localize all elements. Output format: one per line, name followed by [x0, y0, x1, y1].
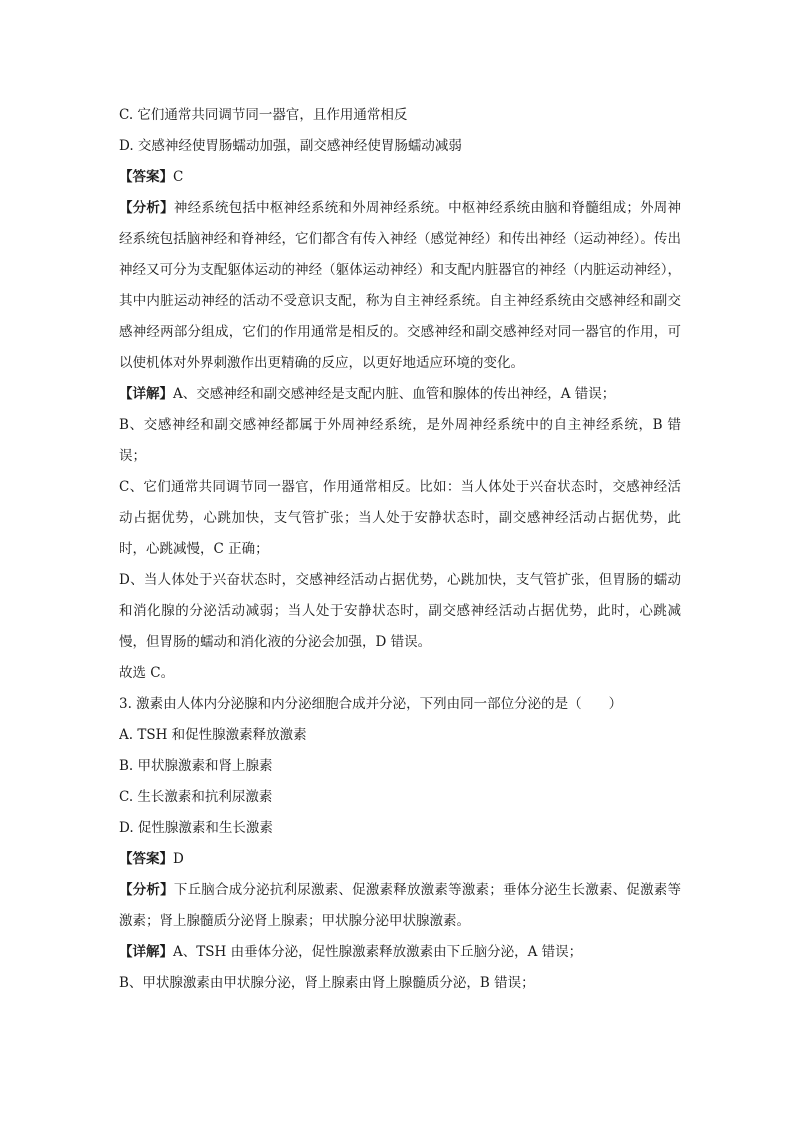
q2-conclusion: 故选 C。 — [119, 665, 175, 681]
analysis-tag: 【分析】 — [119, 882, 174, 898]
answer-tag: 【答案】 — [119, 851, 173, 867]
q3-stem: 3. 激素由人体内分泌腺和内分泌细胞合成并分泌，下列由同一部位分泌的是（ ） — [119, 696, 623, 712]
detail-tag: 【详解】 — [119, 386, 173, 402]
q3-detail-b: B、甲状腺激素由甲状腺分泌，肾上腺素由肾上腺髓质分泌，B 错误； — [119, 975, 535, 991]
q2-detail-d: D、当人体处于兴奋状态时，交感神经活动占据优势，心跳加快，支气管扩张，但胃肠的蠕动和消化腺的分泌活动减弱；当人处于安静状态时，副交感神经活动占据优势，此时，心跳减慢，但胃肠的蠕动和消化液的分泌会加强，D 错误。 — [119, 572, 681, 650]
q2-detail-a — [119, 379, 681, 410]
answer-value: D — [173, 851, 184, 867]
q2-answer — [119, 162, 681, 193]
answer-value: C — [173, 169, 184, 185]
analysis-tag: 【分析】 — [119, 200, 174, 216]
q3-analysis — [119, 875, 681, 937]
q3-option-d: D. 促性腺激素和生长激素 — [119, 820, 273, 836]
q2-detail-b: B、交感神经和副交感神经都属于外周神经系统，是外周神经系统中的自主神经系统，B 错误； — [119, 417, 681, 464]
answer-tag: 【答案】 — [119, 169, 173, 185]
q2-option-d: D. 交感神经使胃肠蠕动加强，副交感神经使胃肠蠕动减弱 — [119, 138, 462, 154]
q3-option-c: C. 生长激素和抗利尿激素 — [119, 789, 273, 805]
detail-tag: 【详解】 — [119, 944, 173, 960]
q3-answer — [119, 844, 681, 875]
detail-a-text: A、TSH 由垂体分泌，促性腺激素释放激素由下丘脑分泌，A 错误； — [173, 944, 583, 960]
q3-option-a: A. TSH 和促性腺激素释放激素 — [119, 727, 307, 743]
q2-option-c: C. 它们通常共同调节同一器官，且作用通常相反 — [119, 107, 408, 123]
q2-detail-c: C、它们通常共同调节同一器官，作用通常相反。比如：当人体处于兴奋状态时，交感神经活动占据优势，心跳加快，支气管扩张；当人处于安静状态时，副交感神经活动占据优势，此时，心跳减慢，C 正确； — [119, 479, 681, 557]
q3-detail-a — [119, 937, 681, 968]
analysis-text: 下丘脑合成分泌抗利尿激素、促激素释放激素等激素；垂体分泌生长激素、促激素等激素；肾上腺髓质分泌肾上腺素；甲状腺分泌甲状腺激素。 — [119, 882, 682, 929]
analysis-text: 神经系统包括中枢神经系统和外周神经系统。中枢神经系统由脑和脊髓组成；外周神经系统包括脑神经和脊神经，它们都含有传入神经（感觉神经）和传出神经（运动神经）。传出神经又可分为支配躯体运动的神经（躯体运动神经）和支配内脏器官的神经（内脏运动神经），其中内脏运动神经的活动不受意识支配，称为自主神经系统。自主神经系统由交感神经和副交感神经两部分组成，它们的作用通常是相反的。交感神经和副交感神经对同一器官的作用，可以使机体对外界刺激作出更精确的反应，以更好地适应环境的变化。 — [119, 200, 682, 371]
detail-a-text: A、交感神经和副交感神经是支配内脏、血管和腺体的传出神经，A 错误； — [173, 386, 616, 402]
page-content — [119, 100, 681, 999]
q3-option-b: B. 甲状腺激素和肾上腺素 — [119, 758, 273, 774]
q2-analysis — [119, 193, 681, 379]
